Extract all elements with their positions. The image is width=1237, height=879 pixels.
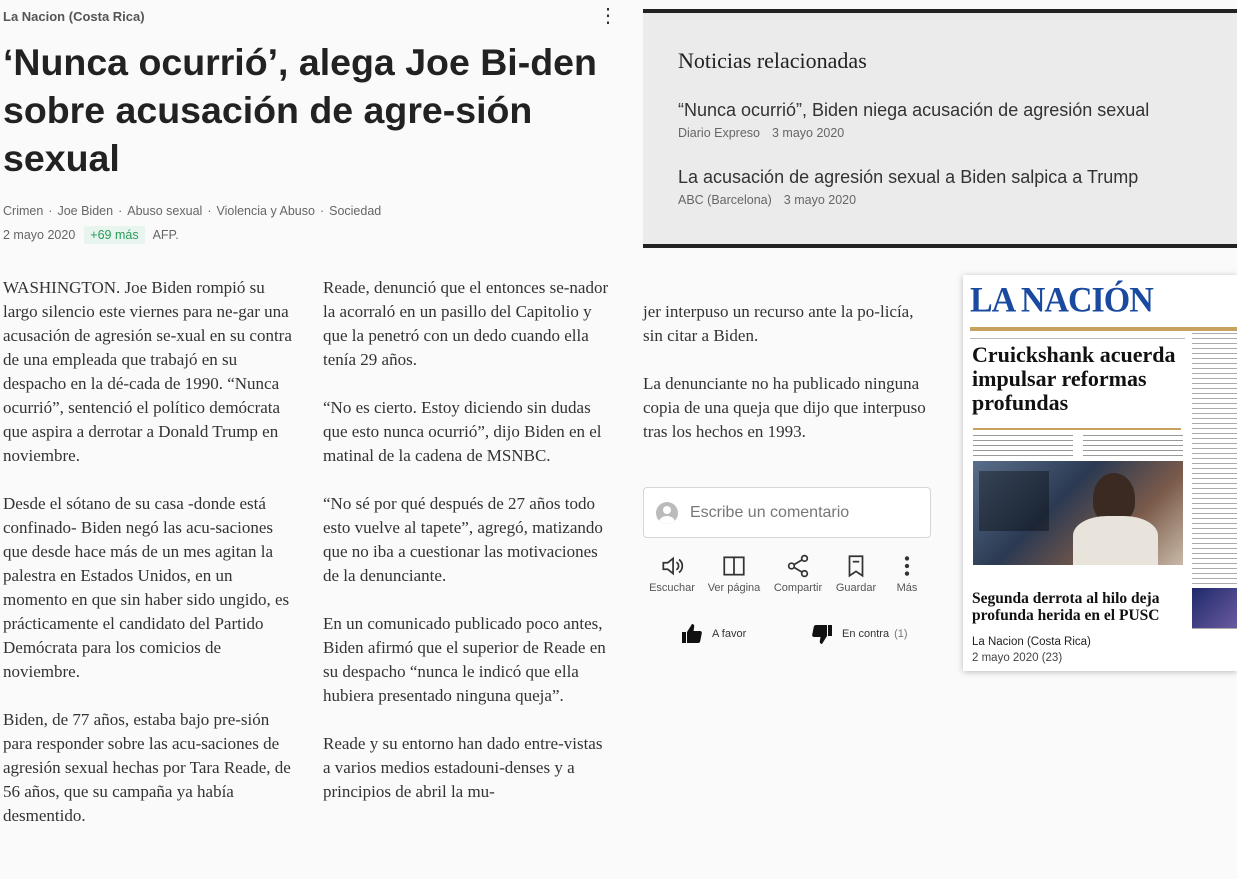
paragraph: “No sé por qué después de 27 años todo esto vuelve al tapete”, agregó, matizando que no iba a cuestionar las motivaciones de la denunciante. <box>323 494 603 585</box>
article-column-2 <box>323 276 613 828</box>
paper-photo-figure <box>1073 516 1158 565</box>
tag-sociedad[interactable]: Sociedad <box>329 204 382 218</box>
speaker-icon <box>659 553 685 579</box>
related-item-date: 3 mayo 2020 <box>771 126 845 140</box>
paper-rule <box>973 428 1181 430</box>
share-label: Compartir <box>773 582 823 594</box>
article-date: 2 mayo 2020 <box>3 228 76 242</box>
paragraph: “No es cierto. Estoy diciendo sin dudas que esto nunca ocurrió”, dijo Biden en el matinal de la cadena de MSNBC. <box>323 398 602 465</box>
paper-text-block <box>973 435 1073 457</box>
newspaper-logo: LA NACIÓN <box>970 281 1153 320</box>
newspaper-thumbnail[interactable] <box>963 275 1237 671</box>
related-heading: Noticias relacionadas <box>678 48 867 73</box>
thumbs-down-icon <box>810 622 834 646</box>
article-meta <box>3 226 179 244</box>
comment-input[interactable] <box>643 487 931 538</box>
tag-separator: · <box>48 204 53 218</box>
paragraph: En un comunicado publicado poco antes, Biden afirmó que el superior de Reade en su despacho “nunca le indicó que ella hubiera presentado ninguna queja”. <box>323 614 606 705</box>
paragraph: WASHINGTON. Joe Biden rompió su largo silencio este viernes para ne-gar una acusación de agresión se-xual en su contra de una empleada que trabajó en su despacho en la dé-cada de 1990. “Nunca ocurrió”, sentenció el político demócrata que aspira a derrotar a Donald Trump en noviembre. <box>3 278 292 465</box>
vote-favor-button[interactable] <box>680 622 746 646</box>
related-item[interactable] <box>678 100 1149 140</box>
paper-caption-date: 2 mayo 2020 <box>972 652 1039 664</box>
vote-contra-button[interactable] <box>810 622 908 646</box>
tag-separator: · <box>118 204 123 218</box>
paper-photo <box>973 461 1183 565</box>
more-button[interactable] <box>872 553 942 594</box>
vote-contra-label: En contra <box>842 628 890 640</box>
related-item-meta <box>678 126 1149 140</box>
tag-separator: · <box>207 204 212 218</box>
paper-text-block <box>1083 435 1183 457</box>
paragraph: Desde el sótano de su casa -donde está confinado- Biden negó las acu-saciones que desde hace más de un mes agitan la palestra en Estados Unidos, en un momento en que sin haber sido ungido, es prácticamente el candidato del Partido Demócrata para los comicios de noviembre. <box>3 494 290 681</box>
paper-kicker-line <box>970 333 1185 339</box>
tag-list <box>3 204 381 218</box>
paper-caption-date-line <box>972 652 1062 664</box>
source-name[interactable]: La Nacion (Costa Rica) <box>3 9 145 24</box>
paper-caption-count: (23) <box>1041 652 1063 664</box>
more-sources-badge[interactable]: +69 más <box>84 226 144 244</box>
paper-photo-inset <box>979 471 1049 531</box>
related-news-panel <box>643 9 1237 248</box>
tag-violencia-abuso[interactable]: Violencia y Abuso <box>216 204 315 218</box>
page-view-icon <box>721 553 747 579</box>
view-page-label: Ver página <box>707 582 761 594</box>
article-column-3 <box>643 300 933 468</box>
newspaper-front-page-image <box>970 283 1237 643</box>
related-item-title[interactable]: La acusación de agresión sexual a Biden salpica a Trump <box>678 167 1139 187</box>
listen-button[interactable] <box>637 553 707 594</box>
paragraph: Reade, denunció que el entonces se-nador la acorraló en un pasillo del Capitolio y que la penetró con un dedo cuando ella tenía 29 años. <box>323 278 609 369</box>
save-label: Guardar <box>835 582 877 594</box>
share-icon <box>785 553 811 579</box>
thumbs-up-icon <box>680 622 704 646</box>
paper-headline: Cruickshank acuerda impulsar reformas profundas <box>972 342 1176 415</box>
paragraph: jer interpuso un recurso ante la po-licía, sin citar a Biden. <box>643 302 914 345</box>
comment-placeholder: Escribe un comentario <box>690 503 850 521</box>
paper-side-photo <box>1192 588 1237 628</box>
more-vertical-icon <box>894 553 920 579</box>
tag-abuso-sexual[interactable]: Abuso sexual <box>127 204 203 218</box>
article-title: ‘Nunca ocurrió’, alega Joe Bi-den sobre acusación de agre-sión sexual <box>3 41 597 179</box>
paper-rule <box>970 327 1237 331</box>
listen-label: Escuchar <box>649 582 695 594</box>
related-item-meta <box>678 193 1138 207</box>
agency-label: AFP. <box>152 228 179 242</box>
vote-contra-count: (1) <box>894 628 908 640</box>
paragraph: La denunciante no ha publicado ninguna copia de una queja que dijo que interpuso tras los hechos en 1993. <box>643 374 926 441</box>
tag-separator: · <box>319 204 325 218</box>
menu-more-icon[interactable]: ⋮ <box>598 5 618 27</box>
related-item[interactable] <box>678 167 1138 207</box>
related-item-title[interactable]: “Nunca ocurrió”, Biden niega acusación de agresión sexual <box>678 100 1150 120</box>
vote-favor-label: A favor <box>712 628 747 640</box>
paragraph: Biden, de 77 años, estaba bajo pre-sión para responder sobre las acu-saciones de agresión sexual hechas por Tara Reade, de 56 años, que su campaña ya había desmentido. <box>3 710 291 825</box>
tag-crimen[interactable]: Crimen <box>3 204 44 218</box>
related-item-source: Diario Expreso <box>678 126 760 140</box>
related-item-date: 3 mayo 2020 <box>783 193 857 207</box>
view-page-button[interactable] <box>699 553 769 594</box>
paragraph: Reade y su entorno han dado entre-vistas a varios medios estadouni-denses y a principios de abril la mu- <box>323 734 603 801</box>
more-label: Más <box>896 582 918 594</box>
paper-caption-source: La Nacion (Costa Rica) <box>972 636 1091 648</box>
article-column-1 <box>3 276 293 852</box>
paper-subhead: Segunda derrota al hilo deja profunda herida en el PUSC <box>972 590 1160 624</box>
avatar-icon <box>656 502 678 524</box>
related-item-source: ABC (Barcelona) <box>678 193 772 207</box>
bookmark-icon <box>843 553 869 579</box>
tag-joe-biden[interactable]: Joe Biden <box>57 204 114 218</box>
